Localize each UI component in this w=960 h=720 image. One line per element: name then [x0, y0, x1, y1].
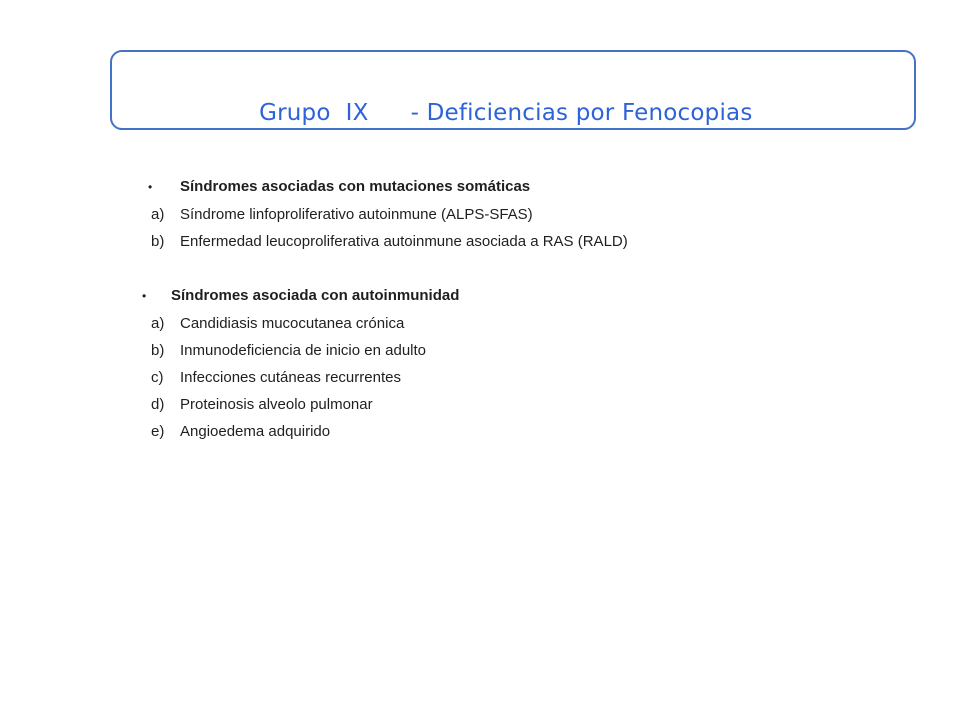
item-text: Inmunodeficiencia de inicio en adulto — [180, 342, 426, 359]
item-marker: b) — [151, 233, 165, 250]
item-marker: d) — [151, 396, 165, 413]
item-marker: b) — [151, 342, 165, 359]
bullet-icon: • — [142, 289, 147, 303]
item-text: Candidiasis mucocutanea crónica — [180, 315, 405, 332]
item-text: Síndrome linfoproliferativo autoinmune (ALPS-SFAS) — [180, 206, 533, 223]
item-text: Infecciones cutáneas recurrentes — [180, 369, 401, 386]
item-text: Angioedema adquirido — [180, 423, 331, 440]
section-heading: Síndromes asociada con autoinmunidad — [171, 287, 460, 304]
bullet-icon: • — [148, 180, 153, 194]
item-marker: a) — [151, 315, 165, 332]
item-marker: a) — [151, 206, 165, 223]
section-heading: Síndromes asociadas con mutaciones somáticas — [180, 178, 531, 195]
slide-title — [214, 74, 753, 152]
title-box — [110, 50, 916, 130]
title-group: Grupo IX — [259, 100, 369, 126]
item-marker: e) — [151, 423, 165, 440]
item-text: Proteinosis alveolo pulmonar — [180, 396, 373, 413]
item-text: Enfermedad leucoproliferativa autoinmune asociada a RAS (RALD) — [180, 233, 628, 250]
item-marker: c) — [151, 369, 164, 386]
title-subtitle: - Deficiencias por Fenocopias — [410, 100, 753, 126]
